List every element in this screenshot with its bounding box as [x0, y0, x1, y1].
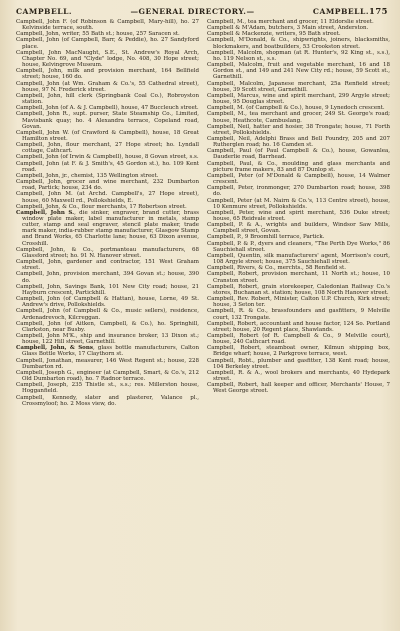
directory-entry: Campbell, Kennedy, slater and plasterer, Valance pl., Crossmyloof; ho. 2 Moss view, do. — [16, 394, 199, 407]
directory-entry: Campbell, Robert, grain storekeeper, Caledonian Railway Co.'s stores, Buchanan st. station; house, 108 North Hanover street. — [207, 283, 390, 296]
directory-entry: Campbell, M. (of Campbell & Co.), house, 9 Lynedoch crescent. — [207, 105, 385, 112]
directory-entry: Campbell & M'Adam, butchers, 3 Main street, Anderston. — [207, 25, 369, 32]
directory-entry: Campbell, John, provision merchant, 394 Govan st.; house, 390 do. — [16, 271, 199, 284]
directory-entry: Campbell, Jonathan, measurer, 146 West Regent st.; house, 228 Dumbarton rd. — [16, 357, 199, 370]
directory-entry: Campbell, Peter (of M'Donald & Campbell), house, 14 Walmer crescent. — [207, 172, 390, 186]
directory-entry: Campbell, John MacNaught, S.E., St. Andrew's Royal Arch, Chapter No. 69, and "Clyde" lodge, No. 408, 30 Hope street; house, Kelvingrove Museum. — [16, 49, 199, 69]
directory-entry: Campbell, Malcolm, shopman (at R. Hunter's, 92 King st., s.s.), ho. 119 Nelson st., s.s. — [207, 49, 390, 62]
directory-entry: Campbell, John (of Irwin & Campbell), house, 8 Govan street, s.s. — [16, 154, 199, 161]
directory-entry: Campbell, Malcolm, fruit and vegetable merchant, 16 and 18 Gordon st., and 149 and 241 New City rd.; house, 59 Scott st., Garnethill. — [207, 62, 390, 81]
right-column — [207, 19, 390, 629]
directory-entry: Campbell, Rivers, & Co., merchts., 58 Renfield st. — [207, 265, 346, 272]
directory-entry: Campbell, Peter, wine and spirit merchant, 536 Duke street; house, 65 Reidvale street. — [207, 209, 390, 222]
directory-entry: Campbell, John, hill clerk (Springbank Coal Co.), Robroyston station. — [16, 92, 199, 106]
directory-entry: Campbell, John (at F. & J. Smith's, 45 Gordon st.), ho. 109 Kent road. — [16, 160, 199, 173]
directory-entry: Campbell, R. & A., wool brokers and merchants, 40 Hydepark street. — [207, 369, 390, 383]
directory-entry: Campbell, Robert, hall keeper and officer, Merchants' House, 7 West George street. — [207, 382, 390, 395]
directory-entry: Campbell, John, grocer and wine merchant, 232 Dumbarton road, Partick; house, 234 do. — [16, 179, 199, 192]
directory-entry: Campbell, Joseph, 235 Thistle st., s.s.; res. Millerston house, Hogganfield. — [16, 382, 199, 395]
directory-entry: Campbell, Neil, Adelphi Brass and Bell Foundry, 205 and 207 Rutherglen road; ho. 16 Camden st. — [207, 135, 390, 149]
directory-entry: Campbell, Robert, provision merchant, 11 North st.; house, 10 Cranston street. — [207, 271, 390, 284]
directory-entry: Campbell, John, writer, 55 Bath st.; house, 257 Saracen st. — [16, 31, 180, 38]
header-right: CAMPBELL. — [312, 7, 370, 16]
directory-columns — [16, 19, 390, 629]
directory-entry: Campbell, John M. (at Archd. Campbell's, 27 Hope street), house, 60 Maxwell rd., Pollokshields, E. — [16, 191, 199, 204]
directory-entry: Campbell, John, Savings Bank, 101 New City road; house, 21 Hayburn crescent, Partickhill. — [16, 283, 199, 296]
directory-entry: Campbell, Robt., plumber and gasfitter, 138 Kent road; house, 104 Berkeley street. — [207, 357, 390, 370]
directory-entry: Campbell, John (at Wm. Graham & Co.'s, 55 Cathedral street), house, 97 N. Frederick street. — [16, 80, 199, 93]
directory-entry: Campbell, John, & Co., flour merchants, 17 Robertson street. — [16, 203, 187, 210]
header-left: CAMPBELL. — [16, 7, 73, 16]
directory-entry: Campbell, Paul, & Co., moulding and glass merchants and picture frame makers, 83 and 87 Dunlop st. — [207, 160, 390, 173]
directory-entry: Campbell, Robert, steamboat owner, Kilmun shipping box, Bridge wharf; house, 2 Parkgrove terrace, west. — [207, 345, 390, 358]
running-header — [16, 6, 390, 16]
directory-entry: Campbell, John F. (of Robinson & Campbell, Mary-hill), ho. 27 Kelvinside terrace, south. — [16, 19, 199, 32]
directory-entry: Campbell, Paul (of Paul Campbell & Co.), house, Gowanlea, Dauderlie road, Barrhead. — [207, 148, 390, 161]
directory-entry: Campbell, John R., supt. purser, State Steamship Co., Limited, Mavisbank quay; ho. 4 Alexandra terrace, Copeland road, Govan. — [16, 111, 199, 130]
directory-entry: Campbell, R. & Co., brassfounders and gasfitters, 9 Melville court, 132 Trongate. — [207, 308, 390, 321]
directory-entry: Campbell, John, & Sons, glass bottle manufacturers, Calton Glass Bottle Works, 17 Claythorn st. — [16, 345, 199, 358]
directory-entry: Campbell, John, & Co., portmanteau manufacturers, 68 Glassford street; ho. 91 N. Hanover street. — [16, 246, 199, 259]
directory-entry: Campbell, M'Donald, & Co., shipwrights, joiners, blacksmiths, blockmakers, and boatbuilders, 53 Crookston street. — [207, 37, 390, 50]
directory-entry: Campbell, Robert, accountant and house factor, 124 So. Portland street; house, 20 Regent place, Shawlands. — [207, 320, 390, 333]
left-column — [16, 19, 199, 629]
directory-entry: Campbell, Quentin, silk manufacturers' agent, Morrison's court, 108 Argyle street; house, 375 Sauchiehall street. — [207, 252, 390, 266]
directory-entry: Campbell, Peter, ironmonger, 270 Dumbarton road; house, 398 do. — [207, 185, 390, 198]
directory-entry: Campbell, John, flour merchant, 27 Hope street; ho. Lyndall cottage, Cathcart. — [16, 142, 199, 155]
directory-entry: Campbell, John (of Aitken, Campbell, & Co.), ho. Springhill, Clarkston, near Busby. — [16, 320, 199, 333]
directory-entry: Campbell, John S., die sinker, engraver, brand cutter, brass window plate maker, label manufacturer in metals, stamp cutter, stamp and seal engraver, stencil plate maker, trade mark maker, india-rubber stamp manufacturer, Glasgow Stamp and Brand Works, 65 Charlotte lane; house, 63 Dixon avenue, Crosshill. — [16, 209, 199, 247]
directory-entry: Campbell, Neil, hatter and hosier, 38 Trongate; house, 71 Forth street, Pollokshields. — [207, 123, 390, 136]
directory-entry: Campbell, John (of Campbell & Hattan), house, Lorne, 49 St. Andrew's drive, Pollokshields. — [16, 296, 199, 309]
directory-entry: Campbell & Mackenzie, writers, 95 Bath street. — [207, 31, 341, 38]
directory-entry: Campbell, Robert (of R. Campbell & Co., 9 Melville court), house, 240 Cathcart road. — [207, 332, 390, 346]
directory-entry: Campbell, John, milk and provision merchant, 164 Bellfield street; house, 160 do. — [16, 68, 199, 81]
directory-entry: Campbell, P. & P., dyers and cleaners, "The Perth Dye Works," 86 Sauchiehall street. — [207, 240, 390, 253]
directory-entry: Campbell, John (of Campbell, Barr, & Peddie), ho. 27 Sandyford place. — [16, 37, 199, 50]
directory-entry: Campbell, John, gardener and contractor, 151 West Graham street. — [16, 259, 199, 272]
directory-entry: Campbell, John (of Campbell & Co., music sellers), residence, Ardenadrevoch, Kilcreggan. — [16, 308, 199, 321]
page-number: 175 — [369, 6, 388, 16]
header-center: —GENERAL DIRECTORY.— — [130, 7, 255, 16]
directory-entry: Campbell, Rev. Robert, Minister, Calton U.P. Church, Kirk street; house, 3 Seton ter. — [207, 296, 390, 309]
directory-entry: Campbell, Malcolm, Japanese merchant, 25a Renfield street; house, 39 Scott street, Garnethill. — [207, 80, 390, 93]
directory-entry: Campbell, M., tea merchant and grocer, 11 Eldorslie street. — [207, 19, 374, 25]
directory-entry: Campbell, P., 9 Broomhill terrace, Partick. — [207, 234, 325, 241]
directory-entry: Campbell, P. & A., wrights and builders, Windsor Saw Mills, Campbell street, Govan. — [207, 222, 390, 235]
directory-entry: Campbell, John W. (of Crawford & Campbell), house, 18 Great Hamilton street. — [16, 129, 199, 142]
directory-entry: Campbell, M., tea merchant and grocer, 249 St. George's road; house, Heathcote, Cambuslang. — [207, 111, 390, 124]
directory-entry: Campbell, Marcus, wine and spirit merchant, 299 Argyle street; house, 95 Douglas street. — [207, 92, 390, 106]
directory-entry: Campbell, John M'K., ship and insurance broker, 13 Dixon st.; house, 122 Hill street, Garnethill. — [16, 332, 199, 346]
directory-entry: Campbell, Peter (at M. Nairn & Co.'s, 113 Centre street), house, 10 Kenmure street, Pollokshields. — [207, 197, 390, 210]
directory-entry: Campbell, Joseph G., engineer (at Campbell, Smart, & Co.'s, 212 Old Dumbarton road), ho. 7 Radnor terrace. — [16, 369, 199, 383]
directory-entry: Campbell, John (of A. & J. Campbell), house, 47 Buccleuch street. — [16, 105, 199, 112]
directory-entry: Campbell, John, jr., chemist, 135 Wellington street. — [16, 172, 159, 179]
